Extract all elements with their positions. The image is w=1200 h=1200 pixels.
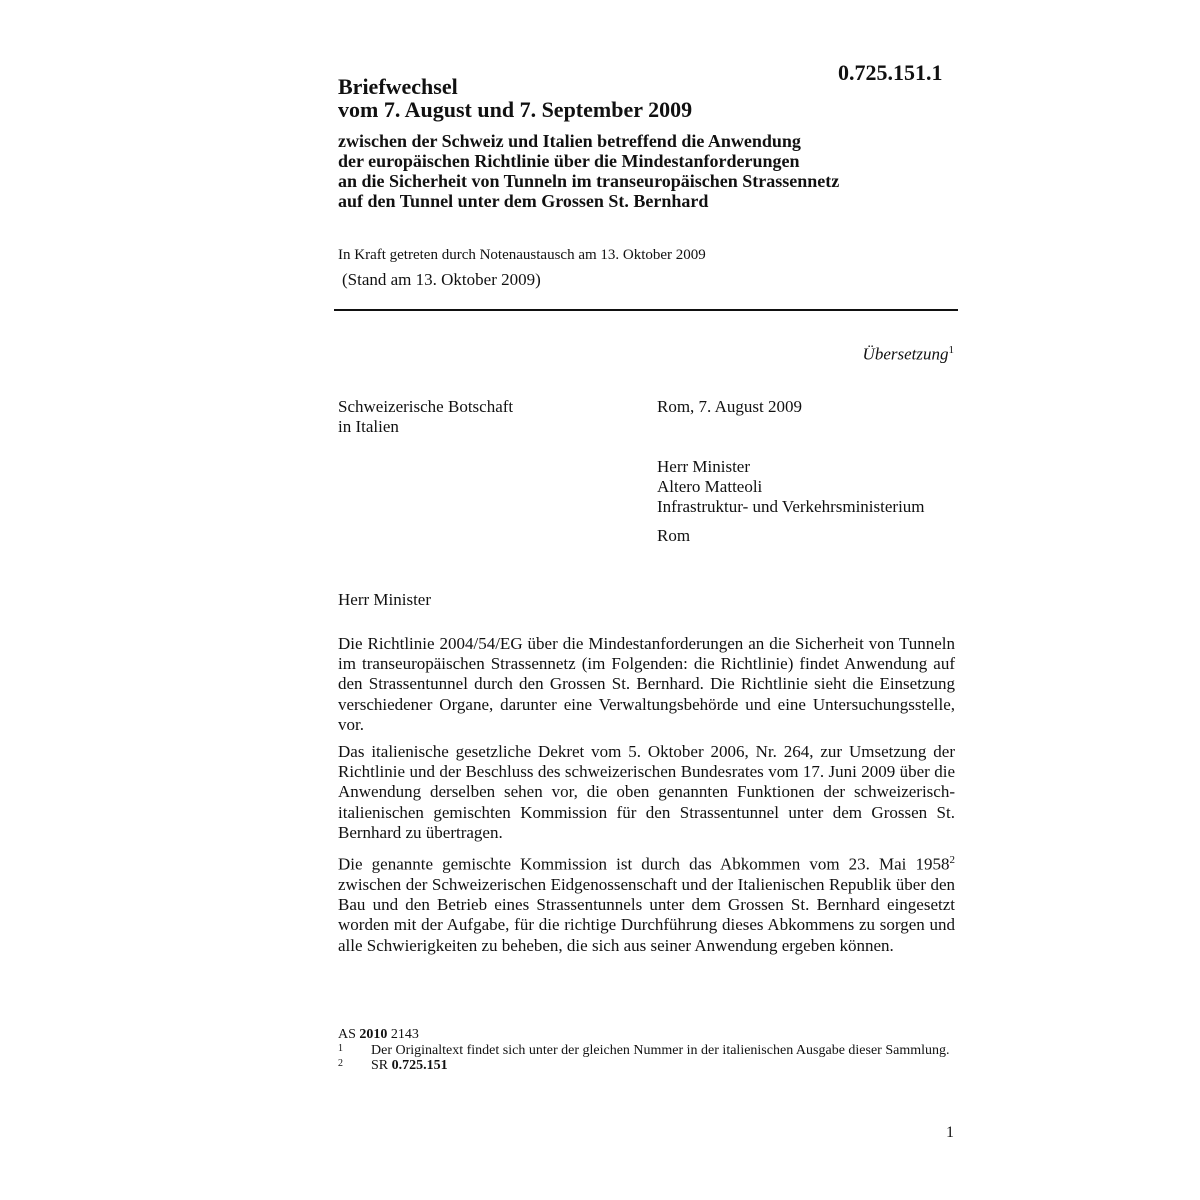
translation-label [760,340,954,365]
sender-block [338,397,513,437]
as-year: 2010 [359,1027,388,1042]
footnote-text [371,1058,955,1073]
translation-text: Übersetzung [862,344,949,364]
subtitle-line: an die Sicherheit von Tunneln im transeuropäischen Strassennetz [338,171,840,191]
footnotes [338,1027,955,1073]
sender-line: in Italien [338,417,399,436]
body-paragraph: Das italienische gesetzliche Dekret vom 5. Oktober 2006, Nr. 264, zur Umsetzung der Richtlinie und der Beschluss des schweizerischen Bundesrates vom 17. Juni 2009 über die Anwendung derselben sehen vor, die oben genannten Funktionen der schweizerisch-italienischen gemischten Kommission für den Strassentunnel unter dem Grossen St. Bernhard zu übertragen. [338,742,955,842]
as-reference [338,1027,955,1043]
place-date: Rom, 7. August 2009 [657,397,802,416]
footnote-ref-1: 1 [948,344,954,356]
body-paragraph [338,850,955,956]
document-date-title: vom 7. August und 7. September 2009 [338,97,693,122]
as-page: 2143 [390,1027,419,1042]
footnote-2 [338,1058,955,1073]
sr-number: 0.725.151.1 [838,60,943,85]
recipient-line: Infrastruktur- und Verkehrsministerium [657,497,925,516]
header-divider [334,309,958,311]
salutation: Herr Minister [338,590,432,609]
in-force-note: In Kraft getreten durch Notenaustausch am 13. Oktober 2009 [338,247,706,263]
document-title: Briefwechsel [338,74,458,99]
footnote-1 [338,1043,955,1058]
document-subtitle [338,131,839,211]
footnote-ref-2: 2 [949,854,955,867]
recipient-city: Rom [657,526,691,545]
paragraph-text: Die genannte gemischte Kommission ist durch das Abkommen vom 23. Mai 1958 [338,854,950,874]
as-prefix: AS [338,1027,356,1042]
stand-note: (Stand am 13. Oktober 2009) [342,270,541,289]
footnote-number: 1 [338,1043,343,1054]
recipient-block [657,457,925,517]
sender-line: Schweizerische Botschaft [338,397,514,416]
letter-body [338,634,955,963]
body-paragraph: Die Richtlinie 2004/54/EG über die Mindestanforderungen an die Sicherheit von Tunneln im transeuropäischen Strassennetz (im Folgenden: die Richtlinie) findet Anwendung auf den Strassentunnel durch den Grossen St. Bernhard. Die Richtlinie sieht die Einsetzung verschiedener Organe, darunter eine Verwaltungsbehörde und eine Untersuchungsstelle, vor. [338,634,955,734]
subtitle-line: der europäischen Richtlinie über die Mindestanforderungen [338,151,800,171]
footnote-prefix: SR [371,1058,389,1073]
footnote-sr-ref: 0.725.151 [391,1058,448,1073]
page-number: 1 [946,1124,954,1141]
subtitle-line: auf den Tunnel unter dem Grossen St. Bernhard [338,191,709,211]
paragraph-text: zwischen der Schweizerischen Eidgenossenschaft und der Italienischen Republik über den Bau und den Betrieb eines Strassentunnels unter dem Grossen St. Bernhard eingesetzt worden mit der Aufgabe, für die richtige Durchführung dieses Abkommens zu sorgen und alle Schwierigkeiten zu beheben, die sich aus seiner Anwendung ergeben können. [338,874,955,955]
footnote-number: 2 [338,1058,343,1069]
recipient-line: Herr Minister [657,457,751,476]
recipient-line: Altero Matteoli [657,477,763,496]
subtitle-line: zwischen der Schweiz und Italien betreffend die Anwendung [338,131,801,151]
footnote-text: Der Originaltext findet sich unter der gleichen Nummer in der italienischen Ausgabe dieser Sammlung. [371,1043,950,1058]
